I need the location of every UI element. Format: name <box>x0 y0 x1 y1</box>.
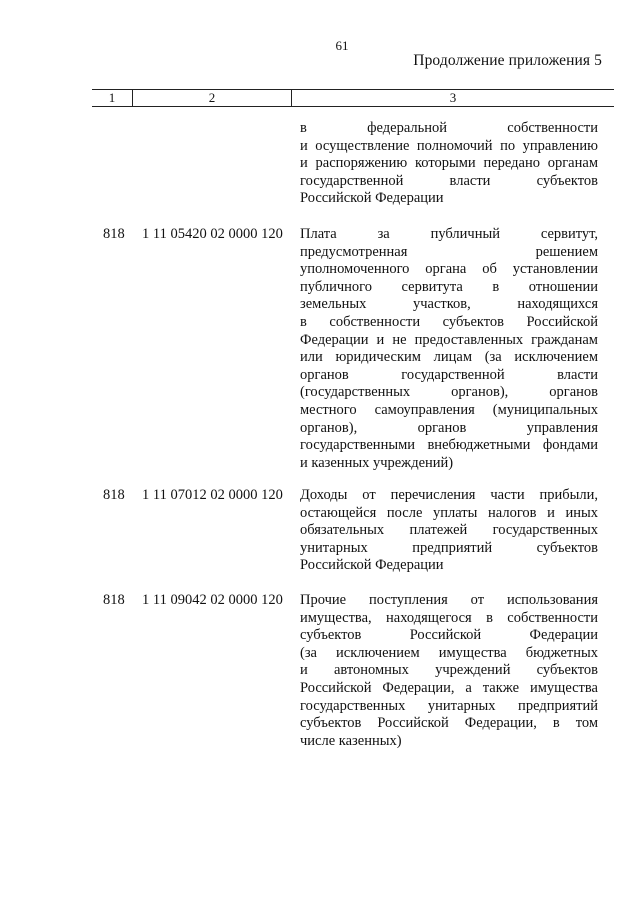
description-line: Плата за публичный сервитут, <box>300 226 598 242</box>
description-line: в собственности субъектов Российской <box>300 313 598 330</box>
description-line: унитарных предприятий субъектов <box>300 539 598 556</box>
income-code: 1 11 07012 02 0000 120 <box>142 487 283 503</box>
description-line: государственной власти субъектов <box>300 172 598 189</box>
description-line: обязательных платежей государственных <box>300 522 598 539</box>
description-line: Российской Федерации, а также имущества <box>300 679 598 696</box>
table-header <box>92 89 614 107</box>
appendix-continuation-label: Продолжение приложения 5 <box>413 52 602 69</box>
description-line: остающейся после уплаты налогов и иных <box>300 504 598 521</box>
page-number: 61 <box>335 38 349 53</box>
description-line: имущества, находящегося в собственности <box>300 609 598 626</box>
description-line: (за исключением имущества бюджетных <box>300 644 598 661</box>
description-line: или юридическим лицам (за исключением <box>300 349 598 366</box>
description-line: предусмотренная решением <box>300 243 598 260</box>
description-line: субъектов Российской Федерации, в том <box>300 715 598 732</box>
description-line: государственных унитарных предприятий <box>300 697 598 714</box>
header-col-3: 3 <box>449 90 457 105</box>
income-code: 1 11 09042 02 0000 120 <box>142 592 283 608</box>
header-col-1: 1 <box>92 90 133 106</box>
description-line: Доходы от перечисления части прибыли, <box>300 487 598 503</box>
description-line: Российской Федерации <box>300 557 444 574</box>
header-col-2: 2 <box>133 90 292 106</box>
description-line: местного самоуправления (муниципальных <box>300 401 598 418</box>
income-description <box>300 120 598 208</box>
admin-code: 818 <box>103 592 125 608</box>
description-line: Российской Федерации <box>300 190 444 207</box>
description-line: органов государственной власти <box>300 366 598 383</box>
description-line: в федеральной собственности <box>300 120 598 136</box>
description-line: земельных участков, находящихся <box>300 296 598 313</box>
description-line: Федерации и не предоставленных гражданам <box>300 331 598 348</box>
description-line: органов), органов управления <box>300 419 598 436</box>
description-line: уполномоченного органа об установлении <box>300 261 598 278</box>
admin-code: 818 <box>103 487 125 503</box>
description-line: государственными внебюджетными фондами <box>300 437 598 454</box>
description-line: и осуществление полномочий по управлению <box>300 137 598 154</box>
description-line: субъектов Российской Федерации <box>300 627 598 644</box>
description-line: Прочие поступления от использования <box>300 592 598 608</box>
income-description <box>300 226 598 472</box>
description-line: и распоряжению которыми передано органам <box>300 155 598 172</box>
description-line: числе казенных) <box>300 732 402 749</box>
admin-code: 818 <box>103 226 125 242</box>
income-description <box>300 487 598 575</box>
description-line: публичного сервитута в отношении <box>300 278 598 295</box>
description-line: (государственных органов), органов <box>300 384 598 401</box>
description-line: и автономных учреждений субъектов <box>300 662 598 679</box>
income-code: 1 11 05420 02 0000 120 <box>142 226 283 242</box>
income-description <box>300 592 598 750</box>
description-line: и казенных учреждений) <box>300 454 454 471</box>
